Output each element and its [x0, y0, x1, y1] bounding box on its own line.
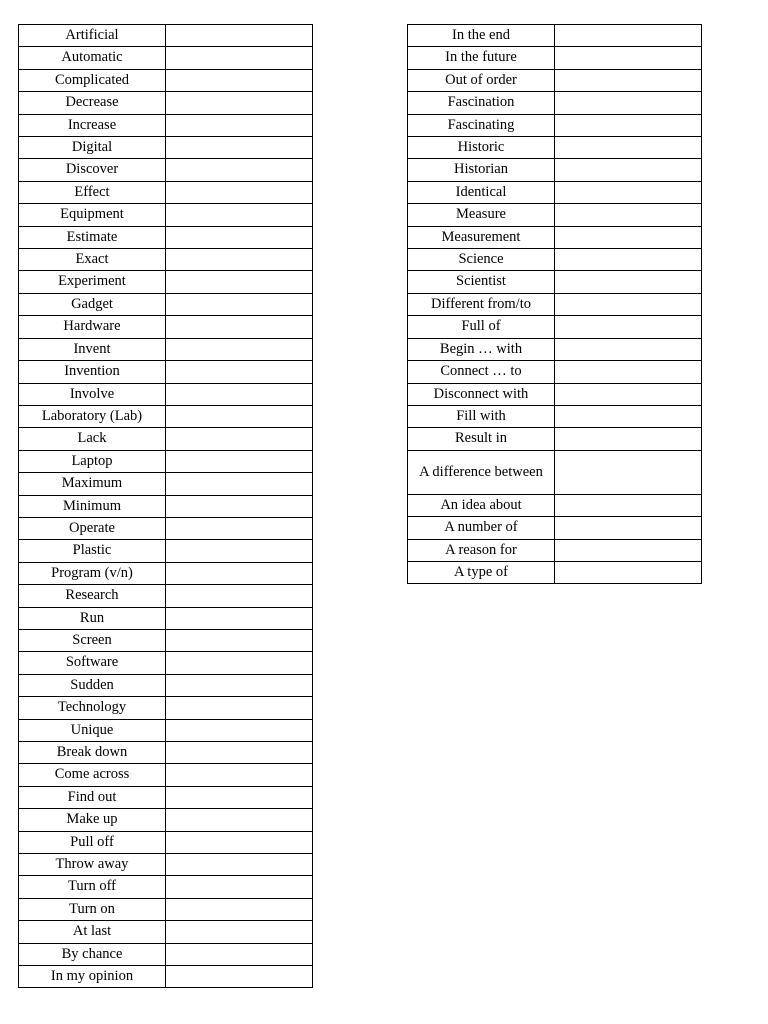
vocabulary-word-cell: Complicated — [19, 69, 166, 91]
answer-blank-cell[interactable] — [166, 585, 313, 607]
answer-blank-cell[interactable] — [166, 405, 313, 427]
vocabulary-word-cell: Operate — [19, 517, 166, 539]
table-row — [408, 271, 702, 293]
answer-blank-cell[interactable] — [166, 114, 313, 136]
vocabulary-word-cell: Identical — [408, 181, 555, 203]
answer-blank-cell[interactable] — [166, 697, 313, 719]
table-row — [408, 517, 702, 539]
vocabulary-word-cell: Research — [19, 585, 166, 607]
answer-blank-cell[interactable] — [555, 159, 702, 181]
answer-blank-cell[interactable] — [166, 809, 313, 831]
vocabulary-word-cell: In the end — [408, 25, 555, 47]
vocabulary-word-cell: Program (v/n) — [19, 562, 166, 584]
vocabulary-word-cell: Artificial — [19, 25, 166, 47]
answer-blank-cell[interactable] — [555, 271, 702, 293]
table-row — [19, 629, 313, 651]
answer-blank-cell[interactable] — [166, 831, 313, 853]
vocabulary-word-cell: Break down — [19, 742, 166, 764]
vocabulary-word-cell: Different from/to — [408, 293, 555, 315]
table-row — [408, 428, 702, 450]
answer-blank-cell[interactable] — [166, 786, 313, 808]
vocabulary-word-cell: Run — [19, 607, 166, 629]
answer-blank-cell[interactable] — [555, 69, 702, 91]
table-row — [19, 943, 313, 965]
table-row — [19, 271, 313, 293]
answer-blank-cell[interactable] — [555, 361, 702, 383]
vocabulary-word-cell: In the future — [408, 47, 555, 69]
vocabulary-word-cell: At last — [19, 921, 166, 943]
table-row — [19, 181, 313, 203]
vocabulary-table-right-body — [408, 25, 702, 584]
answer-blank-cell[interactable] — [555, 204, 702, 226]
vocabulary-word-cell: Throw away — [19, 854, 166, 876]
answer-blank-cell[interactable] — [166, 47, 313, 69]
table-row — [19, 540, 313, 562]
vocabulary-word-cell: Effect — [19, 181, 166, 203]
vocabulary-word-cell: Invention — [19, 361, 166, 383]
answer-blank-cell[interactable] — [555, 293, 702, 315]
answer-blank-cell[interactable] — [555, 383, 702, 405]
table-row — [19, 47, 313, 69]
vocabulary-word-cell: Exact — [19, 249, 166, 271]
vocabulary-word-cell: A type of — [408, 561, 555, 583]
vocabulary-word-cell: Hardware — [19, 316, 166, 338]
answer-blank-cell[interactable] — [166, 876, 313, 898]
table-row — [408, 539, 702, 561]
answer-blank-cell[interactable] — [166, 674, 313, 696]
answer-blank-cell[interactable] — [555, 137, 702, 159]
table-row — [408, 450, 702, 494]
vocabulary-word-cell: Software — [19, 652, 166, 674]
vocabulary-word-cell: Measurement — [408, 226, 555, 248]
table-row — [19, 607, 313, 629]
vocabulary-word-cell: Gadget — [19, 293, 166, 315]
answer-blank-cell[interactable] — [166, 293, 313, 315]
table-row — [408, 494, 702, 516]
vocabulary-word-cell: Plastic — [19, 540, 166, 562]
table-row — [19, 719, 313, 741]
table-row — [19, 652, 313, 674]
answer-blank-cell[interactable] — [555, 316, 702, 338]
vocabulary-word-cell: Turn off — [19, 876, 166, 898]
answer-blank-cell[interactable] — [166, 540, 313, 562]
table-row — [408, 47, 702, 69]
table-row — [19, 338, 313, 360]
vocabulary-word-cell: Full of — [408, 316, 555, 338]
vocabulary-word-cell: Equipment — [19, 204, 166, 226]
vocabulary-word-cell: Laboratory (Lab) — [19, 405, 166, 427]
table-row — [19, 898, 313, 920]
table-row — [19, 249, 313, 271]
answer-blank-cell[interactable] — [555, 338, 702, 360]
vocabulary-word-cell: Screen — [19, 629, 166, 651]
table-row — [408, 338, 702, 360]
answer-blank-cell[interactable] — [166, 742, 313, 764]
vocabulary-word-cell: Discover — [19, 159, 166, 181]
answer-blank-cell[interactable] — [166, 338, 313, 360]
answer-blank-cell[interactable] — [555, 226, 702, 248]
vocabulary-word-cell: Invent — [19, 338, 166, 360]
table-row — [19, 361, 313, 383]
table-row — [408, 204, 702, 226]
answer-blank-cell[interactable] — [166, 629, 313, 651]
answer-blank-cell[interactable] — [166, 428, 313, 450]
table-row — [19, 742, 313, 764]
answer-blank-cell[interactable] — [555, 114, 702, 136]
table-row — [19, 697, 313, 719]
answer-blank-cell[interactable] — [166, 473, 313, 495]
vocabulary-word-cell: Fill with — [408, 405, 555, 427]
table-row — [19, 921, 313, 943]
table-row — [19, 69, 313, 91]
answer-blank-cell[interactable] — [555, 494, 702, 516]
answer-blank-cell[interactable] — [166, 764, 313, 786]
vocabulary-word-cell: By chance — [19, 943, 166, 965]
answer-blank-cell[interactable] — [555, 428, 702, 450]
vocabulary-word-cell: Lack — [19, 428, 166, 450]
table-row — [19, 226, 313, 248]
answer-blank-cell[interactable] — [166, 943, 313, 965]
table-row — [19, 383, 313, 405]
vocabulary-table-left-body — [19, 25, 313, 988]
table-row — [19, 428, 313, 450]
answer-blank-cell[interactable] — [166, 898, 313, 920]
vocabulary-word-cell: Come across — [19, 764, 166, 786]
table-row — [19, 764, 313, 786]
answer-blank-cell[interactable] — [166, 159, 313, 181]
table-row — [408, 293, 702, 315]
vocabulary-table-right — [407, 24, 702, 584]
vocabulary-word-cell: Pull off — [19, 831, 166, 853]
table-row — [19, 517, 313, 539]
table-row — [19, 25, 313, 47]
vocabulary-word-cell: Science — [408, 249, 555, 271]
answer-blank-cell[interactable] — [166, 719, 313, 741]
vocabulary-word-cell: Historian — [408, 159, 555, 181]
vocabulary-word-cell: Automatic — [19, 47, 166, 69]
table-row — [19, 450, 313, 472]
vocabulary-word-cell: Decrease — [19, 92, 166, 114]
answer-blank-cell[interactable] — [555, 92, 702, 114]
vocabulary-word-cell: Out of order — [408, 69, 555, 91]
answer-blank-cell[interactable] — [166, 25, 313, 47]
table-row — [19, 495, 313, 517]
answer-blank-cell[interactable] — [166, 226, 313, 248]
answer-blank-cell[interactable] — [166, 92, 313, 114]
answer-blank-cell[interactable] — [166, 204, 313, 226]
vocabulary-word-cell: A reason for — [408, 539, 555, 561]
answer-blank-cell[interactable] — [166, 854, 313, 876]
table-row — [408, 69, 702, 91]
answer-blank-cell[interactable] — [555, 25, 702, 47]
answer-blank-cell[interactable] — [166, 921, 313, 943]
vocabulary-word-cell: Digital — [19, 137, 166, 159]
answer-blank-cell[interactable] — [166, 607, 313, 629]
answer-blank-cell[interactable] — [555, 47, 702, 69]
answer-blank-cell[interactable] — [166, 495, 313, 517]
table-row — [408, 92, 702, 114]
vocabulary-word-cell: Experiment — [19, 271, 166, 293]
table-row — [408, 159, 702, 181]
table-row — [19, 786, 313, 808]
vocabulary-word-cell: Laptop — [19, 450, 166, 472]
answer-blank-cell[interactable] — [166, 652, 313, 674]
table-row — [408, 226, 702, 248]
table-row — [408, 561, 702, 583]
answer-blank-cell[interactable] — [166, 361, 313, 383]
vocabulary-word-cell: Unique — [19, 719, 166, 741]
vocabulary-word-cell: Disconnect with — [408, 383, 555, 405]
answer-blank-cell[interactable] — [555, 561, 702, 583]
vocabulary-word-cell: Minimum — [19, 495, 166, 517]
table-row — [408, 25, 702, 47]
answer-blank-cell[interactable] — [166, 316, 313, 338]
vocabulary-word-cell: In my opinion — [19, 966, 166, 988]
answer-blank-cell[interactable] — [166, 562, 313, 584]
vocabulary-word-cell: Turn on — [19, 898, 166, 920]
table-row — [19, 831, 313, 853]
table-row — [19, 854, 313, 876]
table-row — [19, 114, 313, 136]
table-row — [19, 137, 313, 159]
table-row — [408, 181, 702, 203]
answer-blank-cell[interactable] — [166, 517, 313, 539]
answer-blank-cell[interactable] — [166, 966, 313, 988]
vocabulary-word-cell: An idea about — [408, 494, 555, 516]
answer-blank-cell[interactable] — [555, 405, 702, 427]
table-row — [408, 316, 702, 338]
table-row — [19, 92, 313, 114]
vocabulary-word-cell: Fascination — [408, 92, 555, 114]
table-row — [408, 361, 702, 383]
table-row — [19, 809, 313, 831]
vocabulary-word-cell: Connect … to — [408, 361, 555, 383]
vocabulary-word-cell: Involve — [19, 383, 166, 405]
vocabulary-word-cell: A number of — [408, 517, 555, 539]
answer-blank-cell[interactable] — [555, 450, 702, 494]
vocabulary-table-left — [18, 24, 313, 988]
table-row — [408, 405, 702, 427]
answer-blank-cell[interactable] — [166, 450, 313, 472]
vocabulary-word-cell: Scientist — [408, 271, 555, 293]
answer-blank-cell[interactable] — [166, 271, 313, 293]
answer-blank-cell[interactable] — [555, 517, 702, 539]
answer-blank-cell[interactable] — [555, 539, 702, 561]
vocabulary-word-cell: Technology — [19, 697, 166, 719]
vocabulary-word-cell: Make up — [19, 809, 166, 831]
answer-blank-cell[interactable] — [166, 137, 313, 159]
answer-blank-cell[interactable] — [555, 249, 702, 271]
table-row — [408, 114, 702, 136]
vocabulary-word-cell: A difference between — [408, 450, 555, 494]
vocabulary-word-cell: Find out — [19, 786, 166, 808]
vocabulary-word-cell: Historic — [408, 137, 555, 159]
table-row — [19, 562, 313, 584]
table-row — [19, 316, 313, 338]
table-row — [19, 876, 313, 898]
answer-blank-cell[interactable] — [166, 249, 313, 271]
table-row — [19, 473, 313, 495]
table-row — [408, 383, 702, 405]
answer-blank-cell[interactable] — [166, 383, 313, 405]
table-row — [19, 966, 313, 988]
table-row — [19, 405, 313, 427]
vocabulary-word-cell: Sudden — [19, 674, 166, 696]
answer-blank-cell[interactable] — [166, 69, 313, 91]
table-row — [19, 585, 313, 607]
vocabulary-word-cell: Maximum — [19, 473, 166, 495]
table-row — [19, 293, 313, 315]
vocabulary-word-cell: Estimate — [19, 226, 166, 248]
answer-blank-cell[interactable] — [555, 181, 702, 203]
vocabulary-word-cell: Increase — [19, 114, 166, 136]
table-row — [408, 249, 702, 271]
vocabulary-word-cell: Fascinating — [408, 114, 555, 136]
vocabulary-word-cell: Measure — [408, 204, 555, 226]
table-row — [19, 674, 313, 696]
answer-blank-cell[interactable] — [166, 181, 313, 203]
table-row — [19, 204, 313, 226]
vocabulary-word-cell: Begin … with — [408, 338, 555, 360]
vocabulary-word-cell: Result in — [408, 428, 555, 450]
table-row — [408, 137, 702, 159]
table-row — [19, 159, 313, 181]
